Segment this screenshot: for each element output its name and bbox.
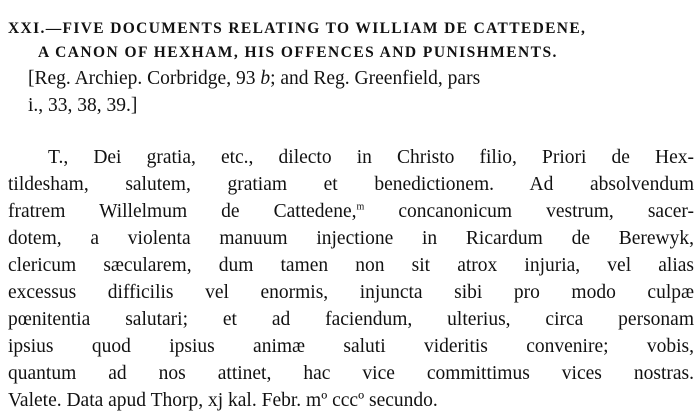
register-reference-line-2: i., 33, 38, 39.] [28, 95, 138, 116]
body-text: fratrem Willelmum de Cattedene, [8, 201, 357, 222]
body-line: excessus difficilis vel enormis, injuncta sibi pro modo culpæ [8, 282, 694, 303]
body-text-continued: concanonicum vestrum, sacer- [364, 201, 694, 222]
body-line: ipsius quod ipsius animæ saluti videritis convenire; vobis, [8, 336, 694, 357]
document-heading-line-1: XXI.—FIVE DOCUMENTS RELATING TO WILLIAM DE CATTEDENE, [8, 20, 587, 37]
reference-text-continued: ; and Reg. Greenfield, pars [270, 68, 481, 89]
body-line: quantum ad nos attinet, hac vice committimus vices nostras. [8, 363, 694, 384]
body-line: T., Dei gratia, etc., dilecto in Christo filio, Priori de Hex- [48, 147, 694, 168]
body-line-last: Valete. Data apud Thorp, xj kal. Febr. mº cccº secundo. [8, 390, 438, 411]
body-line [8, 200, 694, 224]
reference-text: [Reg. Archiep. Corbridge, 93 [28, 68, 261, 89]
reference-folio-letter: b [260, 68, 271, 89]
body-line: tildesham, salutem, gratiam et benedictionem. Ad absolvendum [8, 174, 694, 195]
footnote-marker: m [356, 201, 365, 213]
body-line: dotem, a violenta manuum injectione in Ricardum de Berewyk, [8, 228, 694, 249]
document-heading-line-2: A CANON OF HEXHAM, HIS OFFENCES AND PUNISHMENTS. [38, 44, 558, 61]
register-reference-line-1 [28, 67, 480, 91]
body-line: pœnitentia salutari; et ad faciendum, ulterius, circa personam [8, 309, 694, 330]
body-line: clericum sæcularem, dum tamen non sit atrox injuria, vel alias [8, 255, 694, 276]
